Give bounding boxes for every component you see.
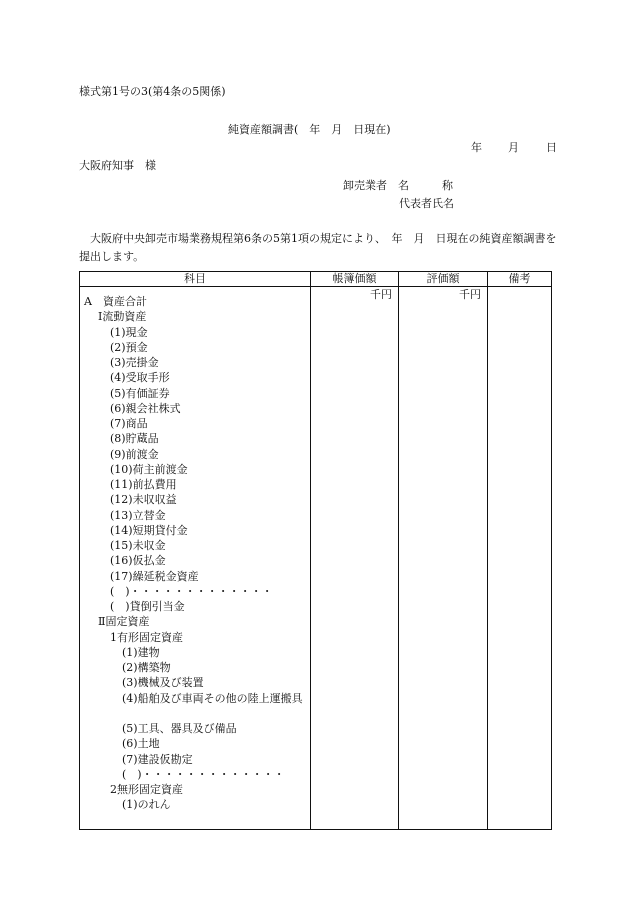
- account-item: (17)繰延税金資産: [110, 569, 199, 583]
- account-item: (4)船舶及び車両その他の陸上運搬具: [122, 691, 303, 705]
- account-item: (2)構築物: [122, 661, 171, 674]
- account-item: (10)荷主前渡金: [110, 462, 188, 476]
- account-item: ( )・・・・・・・・・・・・・: [122, 767, 285, 781]
- document-title: 純資産額調書( 年 月 日現在): [228, 123, 391, 136]
- submission-statement: 大阪府中央卸売市場業務規程第6条の5第1項の規定により、 年 月 日現在の純資産額調書を提出します。: [79, 232, 557, 263]
- addressee: 大阪府知事 様: [79, 159, 156, 172]
- account-item: 1有形固定資産: [110, 630, 183, 644]
- account-item: (5)工具、器具及び備品: [122, 722, 237, 735]
- representative-label: 代表者氏名: [399, 197, 454, 210]
- header-remarks: 備考: [488, 272, 552, 287]
- book-value-unit: 千円: [370, 288, 392, 301]
- account-item: (1)のれん: [122, 798, 171, 812]
- account-item: (4)受取手形: [110, 371, 170, 385]
- account-item: (7)商品: [110, 417, 148, 430]
- dealer-name-label: 卸売業者 名 称: [343, 179, 453, 192]
- account-item: (9)前渡金: [110, 447, 159, 461]
- form-number: 様式第1号の3(第4条の5関係): [79, 85, 226, 98]
- remarks-cell: [488, 287, 552, 830]
- account-item: (11)前払費用: [110, 478, 177, 491]
- table-row: [80, 287, 552, 830]
- account-item: (1)建物: [122, 645, 160, 659]
- account-item: 2無形固定資産: [110, 783, 183, 796]
- account-item: ( )・・・・・・・・・・・・・: [110, 584, 273, 598]
- evaluated-value-unit: 千円: [459, 288, 481, 301]
- account-item: (5)有価証券: [110, 386, 170, 400]
- header-account: 科目: [80, 272, 311, 287]
- account-item: (16)仮払金: [110, 554, 166, 568]
- account-item: (15)未収金: [110, 539, 166, 552]
- account-item: (13)立替金: [110, 508, 166, 522]
- date-month: 月: [508, 141, 519, 154]
- account-list: [80, 287, 310, 813]
- account-item: Ⅰ流動資産: [98, 310, 147, 324]
- account-item: (2)預金: [110, 340, 148, 354]
- header-evaluated-value: 評価額: [399, 272, 488, 287]
- account-item: (12)未収収益: [110, 493, 177, 507]
- account-item: (6)土地: [122, 737, 160, 751]
- account-item: (6)親会社株式: [110, 401, 181, 415]
- net-asset-table: [79, 271, 552, 830]
- account-item: (1)現金: [110, 325, 148, 339]
- account-item: Ⅱ固定資産: [98, 615, 150, 629]
- account-item: (3)機械及び装置: [122, 676, 204, 690]
- header-book-value: 帳簿価額: [311, 272, 399, 287]
- account-item: ( )貸倒引当金: [110, 600, 185, 613]
- account-column: [80, 287, 311, 830]
- date-day: 日: [546, 141, 557, 154]
- account-item: (14)短期貸付金: [110, 523, 188, 537]
- account-item: (7)建設仮勘定: [122, 752, 193, 766]
- account-item: A 資産合計: [84, 295, 147, 308]
- account-item: (8)貯蔵品: [110, 432, 159, 446]
- submission-date: [471, 139, 557, 155]
- book-value-cell: [311, 287, 399, 830]
- table-header-row: [80, 272, 552, 287]
- evaluated-value-cell: [399, 287, 488, 830]
- date-year: 年: [471, 141, 482, 154]
- account-item: (3)売掛金: [110, 356, 159, 369]
